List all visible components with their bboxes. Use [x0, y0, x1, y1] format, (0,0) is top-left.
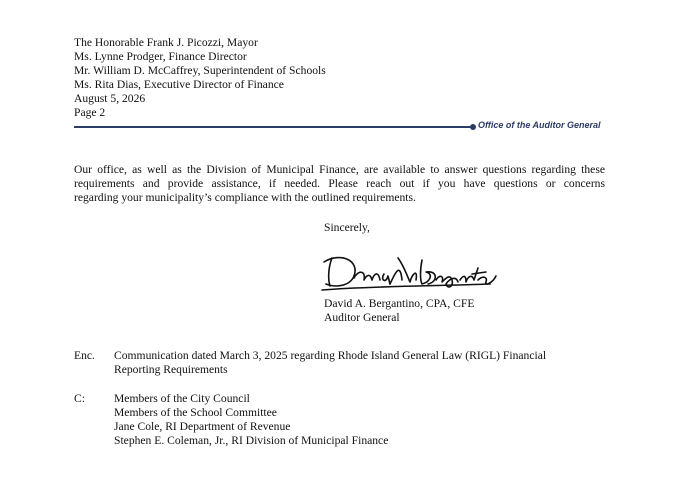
recipient-block — [74, 36, 326, 120]
letter-date: August 5, 2026 — [74, 92, 146, 105]
recipient-line: Mr. William D. McCaffrey, Superintendent of Schools — [74, 64, 326, 77]
paragraph-line: requirements and provide assistance, if needed. Please reach out if you have questions or concerns — [74, 177, 605, 190]
office-label: Office of the Auditor General — [478, 120, 601, 130]
copy-recipient: Stephen E. Coleman, Jr., RI Division of Municipal Finance — [114, 434, 389, 447]
rule-line — [74, 126, 472, 128]
copy-recipient: Members of the School Committee — [114, 406, 277, 419]
closing: Sincerely, — [324, 221, 370, 234]
body-paragraph — [74, 163, 605, 205]
paragraph-line: Our office, as well as the Division of Municipal Finance, are available to answer questions regarding these — [74, 163, 605, 176]
page-number: Page 2 — [74, 106, 106, 119]
enclosure-body — [114, 349, 546, 377]
paragraph-line: regarding your municipality’s compliance with the outlined requirements. — [74, 191, 416, 204]
enclosure-line: Reporting Requirements — [114, 363, 228, 376]
recipient-line: The Honorable Frank J. Picozzi, Mayor — [74, 36, 258, 49]
signer-block — [324, 297, 474, 325]
copy-recipient: Jane Cole, RI Department of Revenue — [114, 420, 291, 433]
enclosure-label: Enc. — [74, 349, 95, 362]
enclosure-line: Communication dated March 3, 2025 regarding Rhode Island General Law (RIGL) Financial — [114, 349, 547, 362]
bullet-icon — [470, 124, 476, 130]
copy-recipient: Members of the City Council — [114, 392, 250, 405]
signer-title: Auditor General — [324, 311, 400, 324]
recipient-line: Ms. Rita Dias, Executive Director of Finance — [74, 78, 284, 91]
signer-name: David A. Bergantino, CPA, CFE — [324, 297, 475, 310]
recipient-line: Ms. Lynne Prodger, Finance Director — [74, 50, 247, 63]
copies-label: C: — [74, 392, 85, 405]
copies-list — [114, 392, 388, 448]
header-rule — [74, 121, 604, 133]
signature-image — [320, 250, 500, 292]
